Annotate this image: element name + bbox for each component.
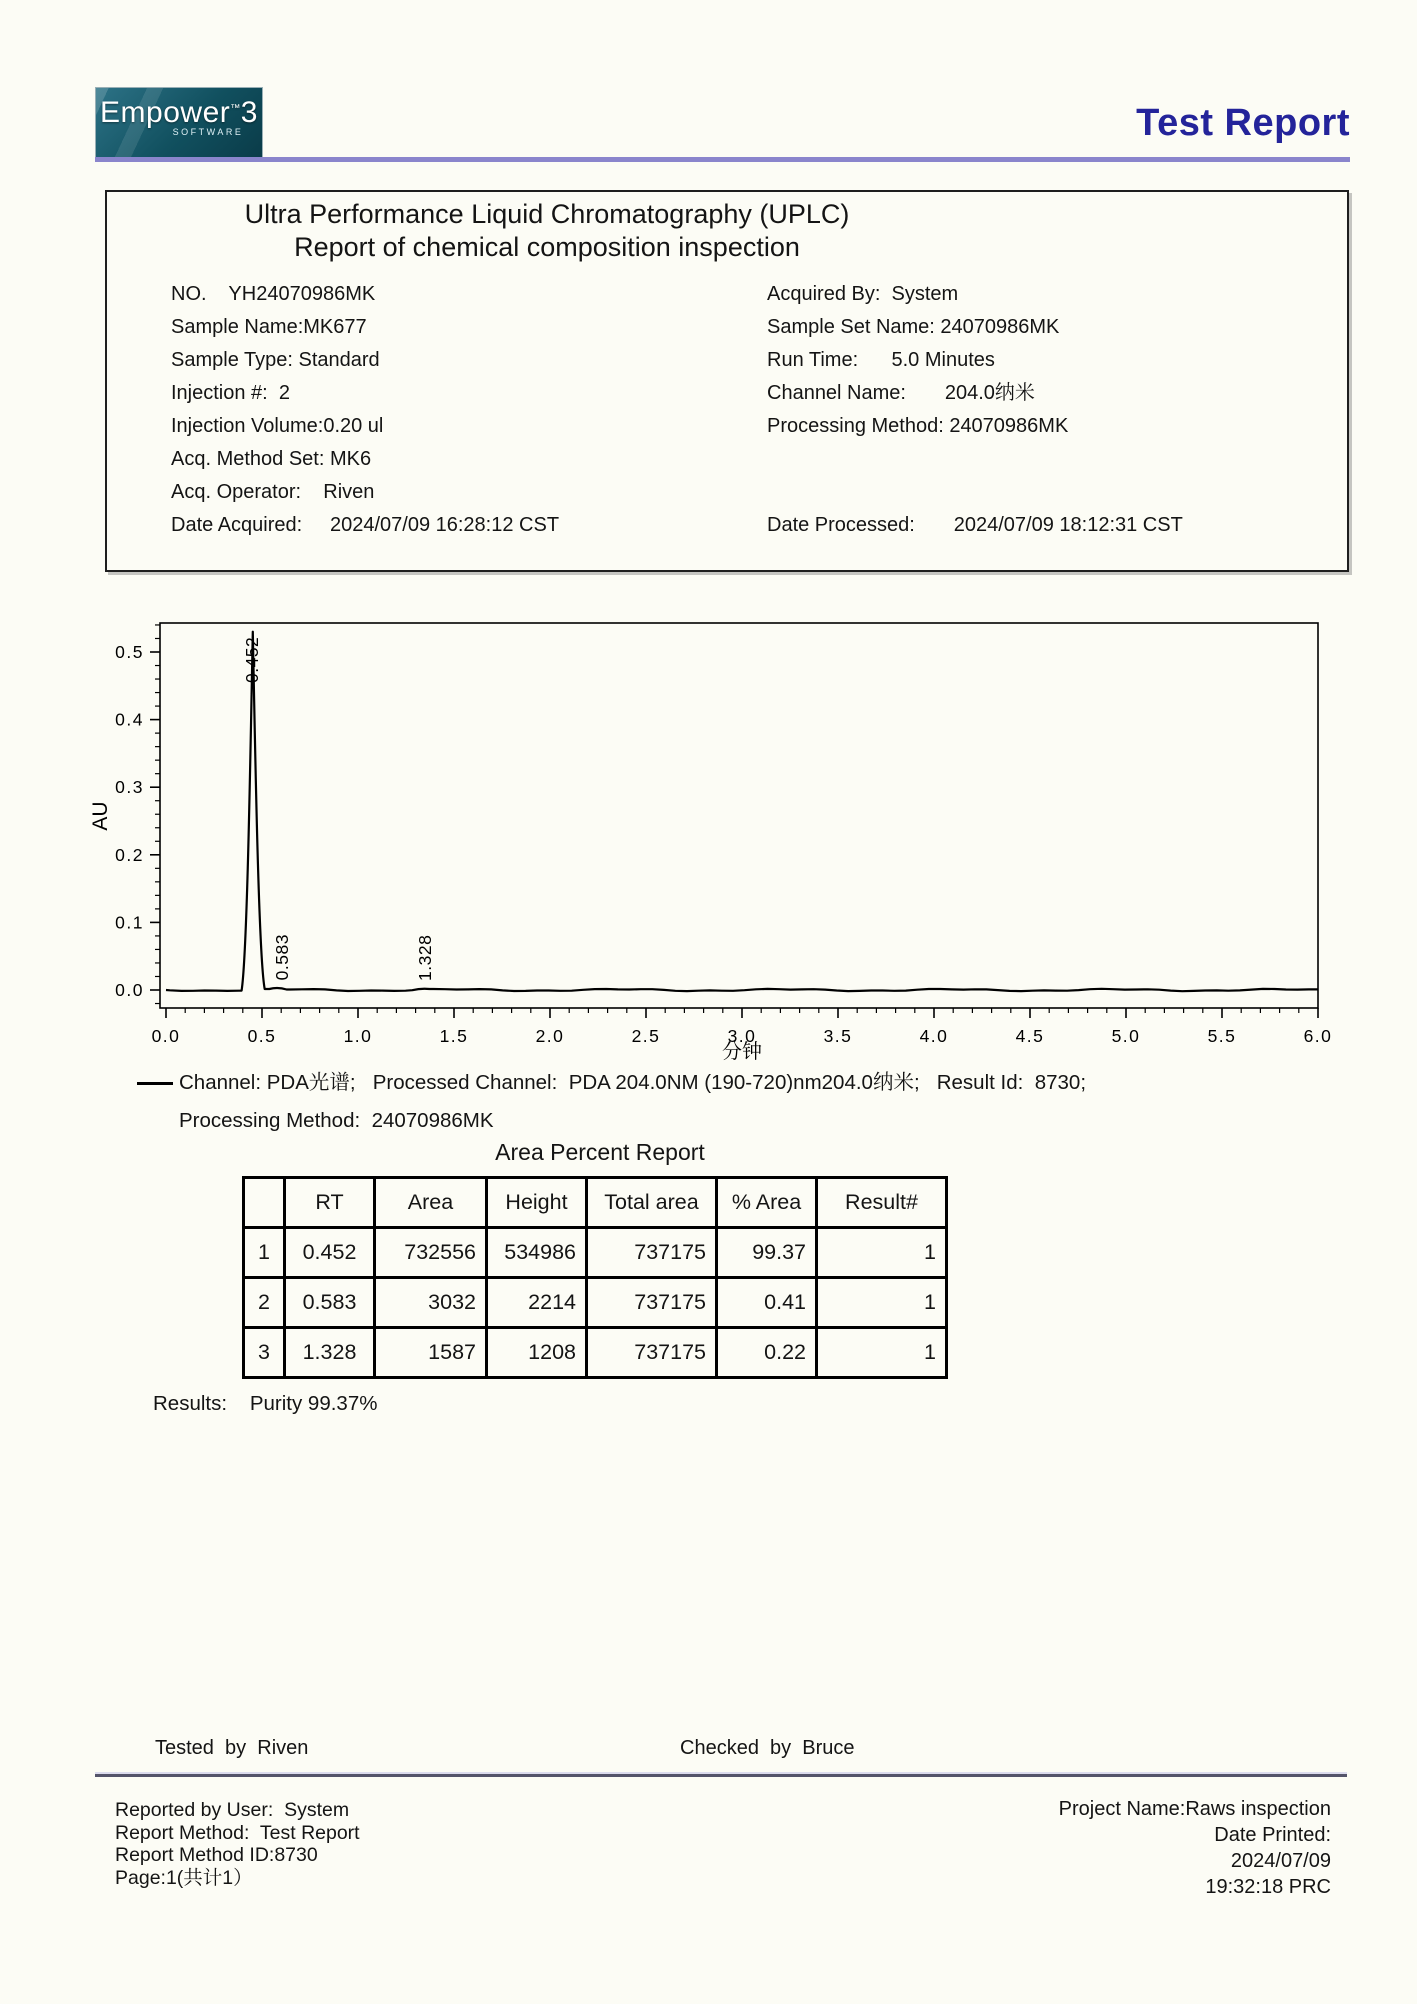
info-field: Injection Volume:0.20 ul: [171, 415, 384, 437]
info-field: Sample Name:MK677: [171, 316, 367, 338]
footer-left-block: [115, 1799, 360, 1889]
y-tick-label: 0.3: [115, 777, 144, 798]
test-report-title: Test Report: [1136, 102, 1350, 144]
x-tick-label: 4.0: [919, 1026, 949, 1046]
table-cell: 2: [244, 1278, 285, 1328]
peak-label: 0.452: [241, 636, 262, 683]
info-field: Channel Name: 204.0纳米: [767, 382, 1035, 404]
report-title-line2: Report of chemical composition inspection: [294, 232, 800, 262]
y-tick-label: 0.1: [115, 912, 144, 933]
footer-rule: [95, 1772, 1347, 1777]
y-tick-label: 0.0: [115, 980, 144, 1000]
table-cell: 737175: [587, 1228, 717, 1278]
tested-by: Tested by Riven: [155, 1737, 309, 1759]
table-cell: 1: [817, 1328, 947, 1378]
footer-line: Page:1(共计1）: [115, 1866, 253, 1889]
table-cell: 0.41: [717, 1278, 817, 1328]
results-line: Results: Purity 99.37%: [153, 1392, 378, 1415]
table-header-cell: Area: [375, 1178, 487, 1228]
x-tick-label: 2.5: [631, 1026, 661, 1046]
y-tick-label: 0.2: [115, 844, 144, 865]
info-field: Injection #: 2: [171, 382, 290, 404]
table-cell: 1208: [487, 1328, 587, 1378]
footer-line: 19:32:18 PRC: [1205, 1876, 1331, 1898]
table-cell: 1: [244, 1228, 285, 1278]
x-tick-label: 3.0: [727, 1026, 757, 1046]
table-cell: 737175: [587, 1328, 717, 1378]
table-cell: 2214: [487, 1278, 587, 1328]
x-tick-label: 6.0: [1303, 1026, 1333, 1046]
table-cell: 0.22: [717, 1328, 817, 1378]
table-row: [244, 1278, 947, 1328]
table-cell: 1: [817, 1228, 947, 1278]
legend-processing-method: Processing Method: 24070986MK: [179, 1109, 494, 1132]
info-field: NO. YH24070986MK: [171, 283, 376, 305]
y-axis-title: AU: [89, 801, 112, 831]
x-tick-label: 0.0: [151, 1026, 181, 1046]
table-header-cell: Total area: [587, 1178, 717, 1228]
info-field: Date Processed: 2024/07/09 18:12:31 CST: [767, 514, 1183, 536]
logo-subtitle: SOFTWARE: [172, 127, 244, 137]
area-percent-table: [242, 1176, 948, 1379]
x-tick-label: 1.5: [439, 1026, 469, 1046]
table-header-cell: RT: [285, 1178, 375, 1228]
table-header-cell: Height: [487, 1178, 587, 1228]
info-field: Run Time: 5.0 Minutes: [767, 349, 995, 371]
x-tick-label: 2.0: [535, 1026, 565, 1046]
table-header-cell: % Area: [717, 1178, 817, 1228]
info-field: Sample Type: Standard: [171, 349, 380, 371]
footer-line: Project Name:Raws inspection: [1058, 1798, 1331, 1820]
table-header-cell: [244, 1178, 285, 1228]
chart-legend: [137, 1064, 1086, 1140]
y-tick-label: 0.4: [115, 709, 144, 730]
peak-label: 1.328: [414, 934, 435, 981]
info-field: Acq. Operator: Riven: [171, 481, 375, 503]
footer-right-block: [1059, 1796, 1331, 1900]
footer-line: Report Method: Test Report: [115, 1821, 360, 1844]
table-cell: 1587: [375, 1328, 487, 1378]
table-cell: 1: [817, 1278, 947, 1328]
table-cell: 732556: [375, 1228, 487, 1278]
table-cell: 3: [244, 1328, 285, 1378]
table-header-cell: Result#: [817, 1178, 947, 1228]
x-tick-label: 5.0: [1111, 1026, 1141, 1046]
peak-label: 0.583: [271, 934, 292, 981]
table-row: [244, 1328, 947, 1378]
info-field: Date Acquired: 2024/07/09 16:28:12 CST: [171, 514, 560, 536]
info-field: Processing Method: 24070986MK: [767, 415, 1069, 437]
footer-line: Date Printed:: [1214, 1824, 1331, 1846]
legend-channel-text: Channel: PDA光谱; Processed Channel: PDA 204.0NM (190-720)nm204.0纳米; Result Id: 8730;: [179, 1071, 1087, 1094]
table-cell: 737175: [587, 1278, 717, 1328]
x-tick-label: 1.0: [343, 1026, 373, 1046]
table-cell: 0.583: [285, 1278, 375, 1328]
footer-line: Report Method ID:8730: [115, 1844, 318, 1866]
checked-by: Checked by Bruce: [680, 1737, 855, 1759]
info-field: Acquired By: System: [767, 283, 959, 305]
table-cell: 3032: [375, 1278, 487, 1328]
table-row: [244, 1228, 947, 1278]
x-tick-label: 0.5: [247, 1026, 277, 1046]
logo-word: Empower: [100, 96, 231, 129]
table-cell: 99.37: [717, 1228, 817, 1278]
logo-version: 3: [240, 96, 258, 129]
x-tick-label: 4.5: [1015, 1026, 1045, 1046]
x-axis-title: 分钟: [722, 1041, 762, 1063]
table-header-row: [244, 1178, 947, 1228]
footer-line: Reported by User: System: [115, 1799, 350, 1821]
table-cell: 1.328: [285, 1328, 375, 1378]
info-field: Sample Set Name: 24070986MK: [767, 316, 1060, 338]
area-percent-report-title: Area Percent Report: [495, 1139, 705, 1165]
info-field: Acq. Method Set: MK6: [171, 448, 372, 470]
footer-line: 2024/07/09: [1230, 1850, 1331, 1872]
report-title-line1: Ultra Performance Liquid Chromatography (UPLC): [244, 199, 850, 229]
table-cell: 534986: [487, 1228, 587, 1278]
x-tick-label: 3.5: [823, 1026, 853, 1046]
logo-tm-mark: ™: [230, 103, 241, 114]
x-tick-label: 5.5: [1207, 1026, 1237, 1046]
signal-trace: [166, 632, 1318, 992]
y-tick-label: 0.5: [115, 642, 144, 662]
plot-frame: [160, 623, 1318, 1008]
table-cell: 0.452: [285, 1228, 375, 1278]
legend-line-swatch: [137, 1082, 173, 1085]
